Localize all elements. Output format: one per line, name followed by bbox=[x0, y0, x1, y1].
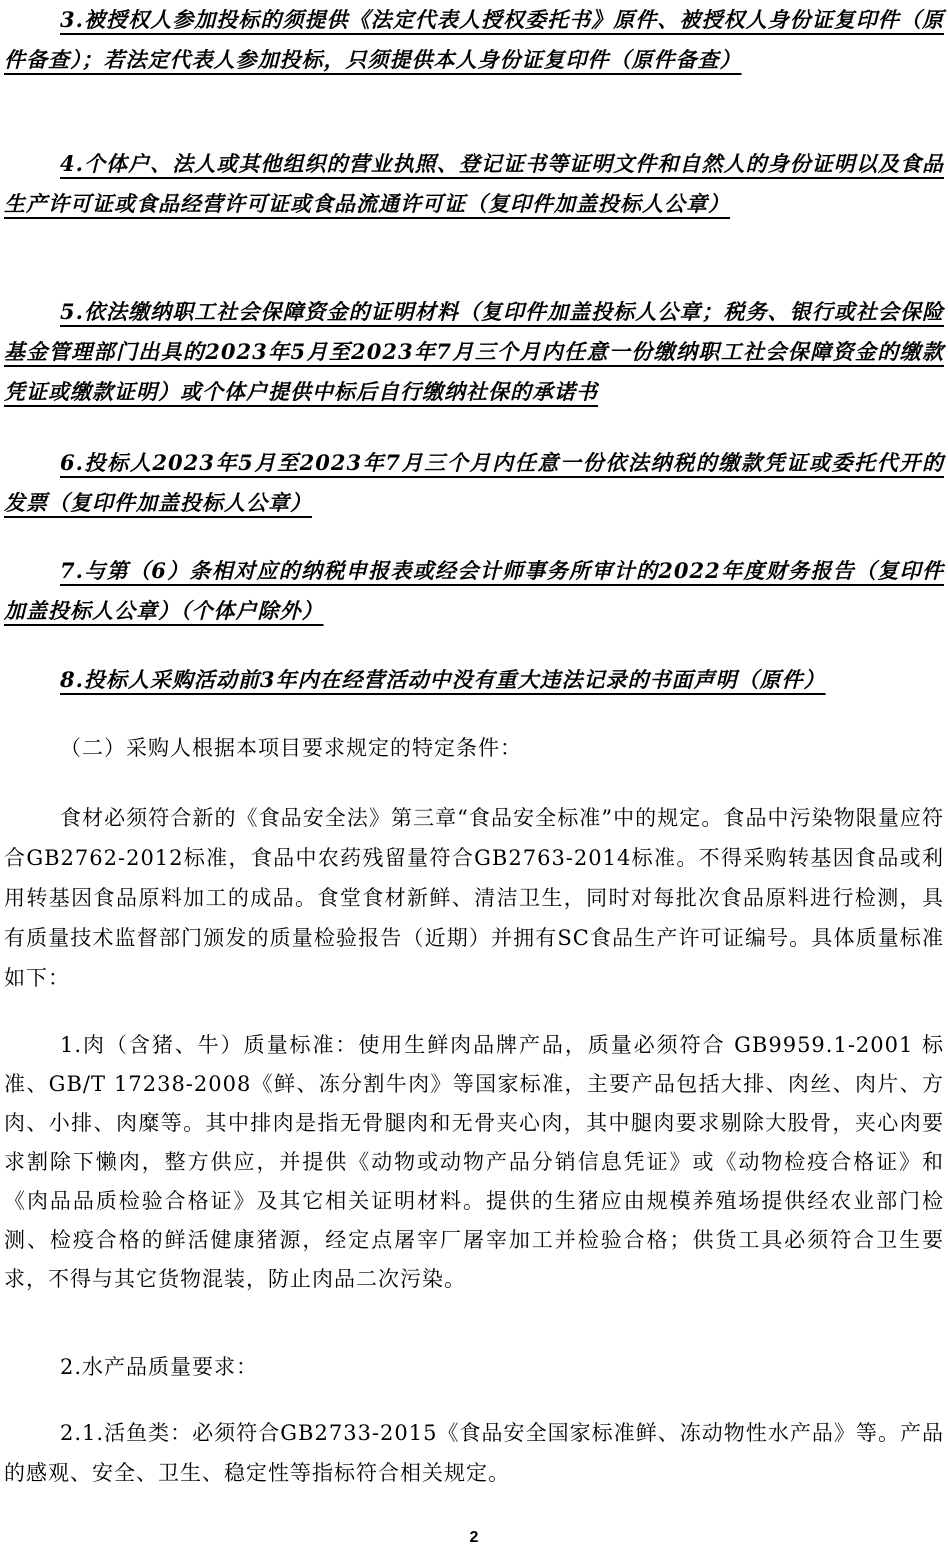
page-number: 2 bbox=[469, 1529, 479, 1546]
live-fish-paragraph: 2.1.活鱼类：必须符合GB2733-2015《食品安全国家标准鲜、冻动物性水产品》等。产品的感观、安全、卫生、稳定性等指标符合相关规定。 bbox=[4, 1421, 944, 1485]
requirement-8: 8.投标人采购活动前3年内在经营活动中没有重大违法记录的书面声明（原件） bbox=[60, 667, 826, 692]
requirement-6: 6.投标人2023年5月至2023年7月三个月内任意一份依法纳税的缴款凭证或委托代开的发票（复印件加盖投标人公章） bbox=[4, 450, 944, 515]
requirement-5: 5.依法缴纳职工社会保障资金的证明材料（复印件加盖投标人公章；税务、银行或社会保险基金管理部门出具的2023年5月至2023年7月三个月内任意一份缴纳职工社会保障资金的缴款凭证或缴款证明）或个体户提供中标后自行缴纳社保的承诺书 bbox=[4, 299, 944, 404]
requirement-3: 3.被授权人参加投标的须提供《法定代表人授权委托书》原件、被授权人身份证复印件（原件备查）；若法定代表人参加投标，只须提供本人身份证复印件（原件备查） bbox=[4, 7, 944, 72]
food-intro-paragraph: 食材必须符合新的《食品安全法》第三章“食品安全标准”中的规定。食品中污染物限量应符合GB2762-2012标准，食品中农药残留量符合GB2763-2014标准。不得采购转基因食品或利用转基因食品原料加工的成品。食堂食材新鲜、清洁卫生，同时对每批次食品原料进行检测，具有质量技术监督部门颁发的质量检验报告（近期）并拥有SC食品生产许可证编号。具体质量标准如下： bbox=[4, 806, 944, 990]
requirement-7: 7.与第（6）条相对应的纳税申报表或经会计师事务所审计的2022年度财务报告（复印件加盖投标人公章）（个体户除外） bbox=[4, 558, 944, 623]
aquatic-heading: 2.水产品质量要求： bbox=[60, 1355, 259, 1379]
meat-standard-paragraph: 1.肉（含猪、牛）质量标准：使用生鲜肉品牌产品，质量必须符合 GB9959.1-2001 标准、GB/T 17238-2008《鲜、冻分割牛肉》等国家标准，主要产品包括大排、肉丝、肉片、方肉、小排、肉糜等。其中排肉是指无骨腿肉和无骨夹心肉，其中腿肉要求剔除大股骨，夹心肉要求割除下懒肉，整方供应，并提供《动物或动物产品分销信息凭证》或《动物检疫合格证》和《肉品品质检验合格证》及其它相关证明材料。提供的生猪应由规模养殖场提供经农业部门检测、检疫合格的鲜活健康猪源，经定点屠宰厂屠宰加工并检验合格；供货工具必须符合卫生要求，不得与其它货物混装，防止肉品二次污染。 bbox=[4, 1033, 944, 1291]
section-heading: （二）采购人根据本项目要求规定的特定条件： bbox=[60, 736, 522, 760]
requirement-4: 4.个体户、法人或其他组织的营业执照、登记证书等证明文件和自然人的身份证明以及食品生产许可证或食品经营许可证或食品流通许可证（复印件加盖投标人公章） bbox=[4, 151, 944, 216]
